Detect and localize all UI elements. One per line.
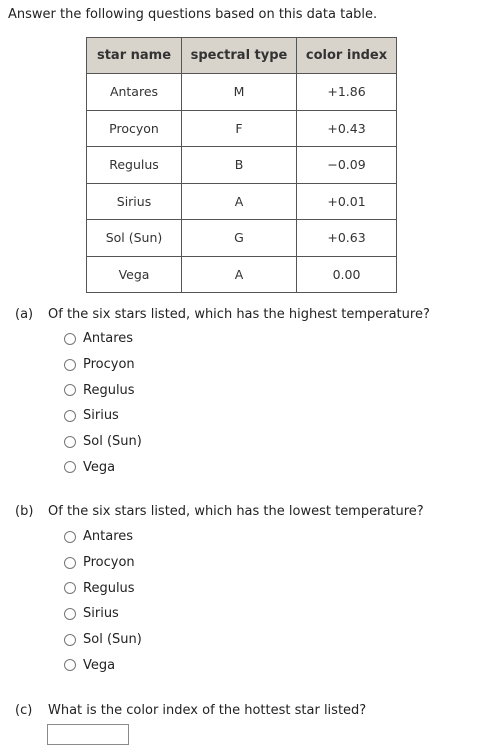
radio-option-label: Sirius [83, 408, 119, 424]
radio-option-sol[interactable] [64, 429, 142, 455]
star-name-cell: Antares [87, 74, 182, 111]
radio-button[interactable] [64, 608, 76, 620]
radio-option-label: Procyon [83, 357, 135, 373]
radio-option-label: Vega [83, 459, 116, 475]
question-c-letter: (c) [15, 703, 33, 718]
table-row [87, 183, 397, 220]
table-row [87, 110, 397, 147]
radio-option-label: Sirius [83, 606, 119, 622]
question-a-options [64, 326, 142, 480]
radio-button[interactable] [64, 410, 76, 422]
radio-option-label: Regulus [83, 580, 135, 596]
radio-button[interactable] [64, 659, 76, 671]
radio-option-vega[interactable] [64, 454, 142, 480]
column-header-color-index: color index [297, 38, 397, 74]
radio-button[interactable] [64, 557, 76, 569]
star-data-table [86, 37, 397, 293]
table-row [87, 74, 397, 111]
star-name-cell: Sirius [87, 183, 182, 220]
radio-option-label: Sol (Sun) [83, 434, 142, 450]
radio-option-regulus[interactable] [64, 575, 142, 601]
question-c [15, 703, 366, 718]
star-name-cell: Procyon [87, 110, 182, 147]
color-index-cell: +0.63 [297, 220, 397, 257]
star-name-cell: Vega [87, 256, 182, 293]
radio-button[interactable] [64, 436, 76, 448]
radio-option-label: Antares [83, 331, 134, 347]
spectral-type-cell: A [182, 256, 297, 293]
spectral-type-cell: F [182, 110, 297, 147]
radio-button[interactable] [64, 359, 76, 371]
radio-button[interactable] [64, 461, 76, 473]
color-index-cell: +0.43 [297, 110, 397, 147]
radio-option-label: Procyon [83, 555, 135, 571]
color-index-cell: −0.09 [297, 147, 397, 184]
radio-option-label: Antares [83, 529, 134, 545]
table-row [87, 220, 397, 257]
spectral-type-cell: G [182, 220, 297, 257]
spectral-type-cell: M [182, 74, 297, 111]
table-header-row [87, 38, 397, 74]
star-name-cell: Sol (Sun) [87, 220, 182, 257]
radio-button[interactable] [64, 531, 76, 543]
spectral-type-cell: B [182, 147, 297, 184]
table-row [87, 147, 397, 184]
radio-option-procyon[interactable] [64, 550, 142, 576]
question-b [15, 504, 424, 519]
radio-option-label: Vega [83, 657, 116, 673]
radio-option-sol[interactable] [64, 627, 142, 653]
radio-button[interactable] [64, 582, 76, 594]
radio-option-label: Regulus [83, 382, 135, 398]
radio-option-label: Sol (Sun) [83, 632, 142, 648]
radio-option-regulus[interactable] [64, 377, 142, 403]
radio-option-vega[interactable] [64, 652, 142, 678]
radio-button[interactable] [64, 333, 76, 345]
question-a-text: Of the six stars listed, which has the highest temperature? [48, 307, 430, 322]
color-index-cell: +1.86 [297, 74, 397, 111]
question-b-text: Of the six stars listed, which has the lowest temperature? [48, 504, 424, 519]
radio-option-antares[interactable] [64, 524, 142, 550]
table-row [87, 256, 397, 293]
question-a [15, 307, 430, 322]
radio-option-sirius[interactable] [64, 403, 142, 429]
color-index-answer-input[interactable] [47, 724, 129, 745]
question-b-letter: (b) [15, 504, 34, 519]
radio-button[interactable] [64, 634, 76, 646]
column-header-spectral-type: spectral type [182, 38, 297, 74]
question-c-text: What is the color index of the hottest star listed? [48, 703, 367, 718]
color-index-cell: 0.00 [297, 256, 397, 293]
column-header-star-name: star name [87, 38, 182, 74]
radio-option-antares[interactable] [64, 326, 142, 352]
question-a-letter: (a) [15, 307, 34, 322]
star-name-cell: Regulus [87, 147, 182, 184]
color-index-cell: +0.01 [297, 183, 397, 220]
radio-option-procyon[interactable] [64, 352, 142, 378]
radio-button[interactable] [64, 384, 76, 396]
spectral-type-cell: A [182, 183, 297, 220]
instructions-text: Answer the following questions based on this data table. [8, 7, 378, 22]
radio-option-sirius[interactable] [64, 601, 142, 627]
question-b-options [64, 524, 142, 678]
